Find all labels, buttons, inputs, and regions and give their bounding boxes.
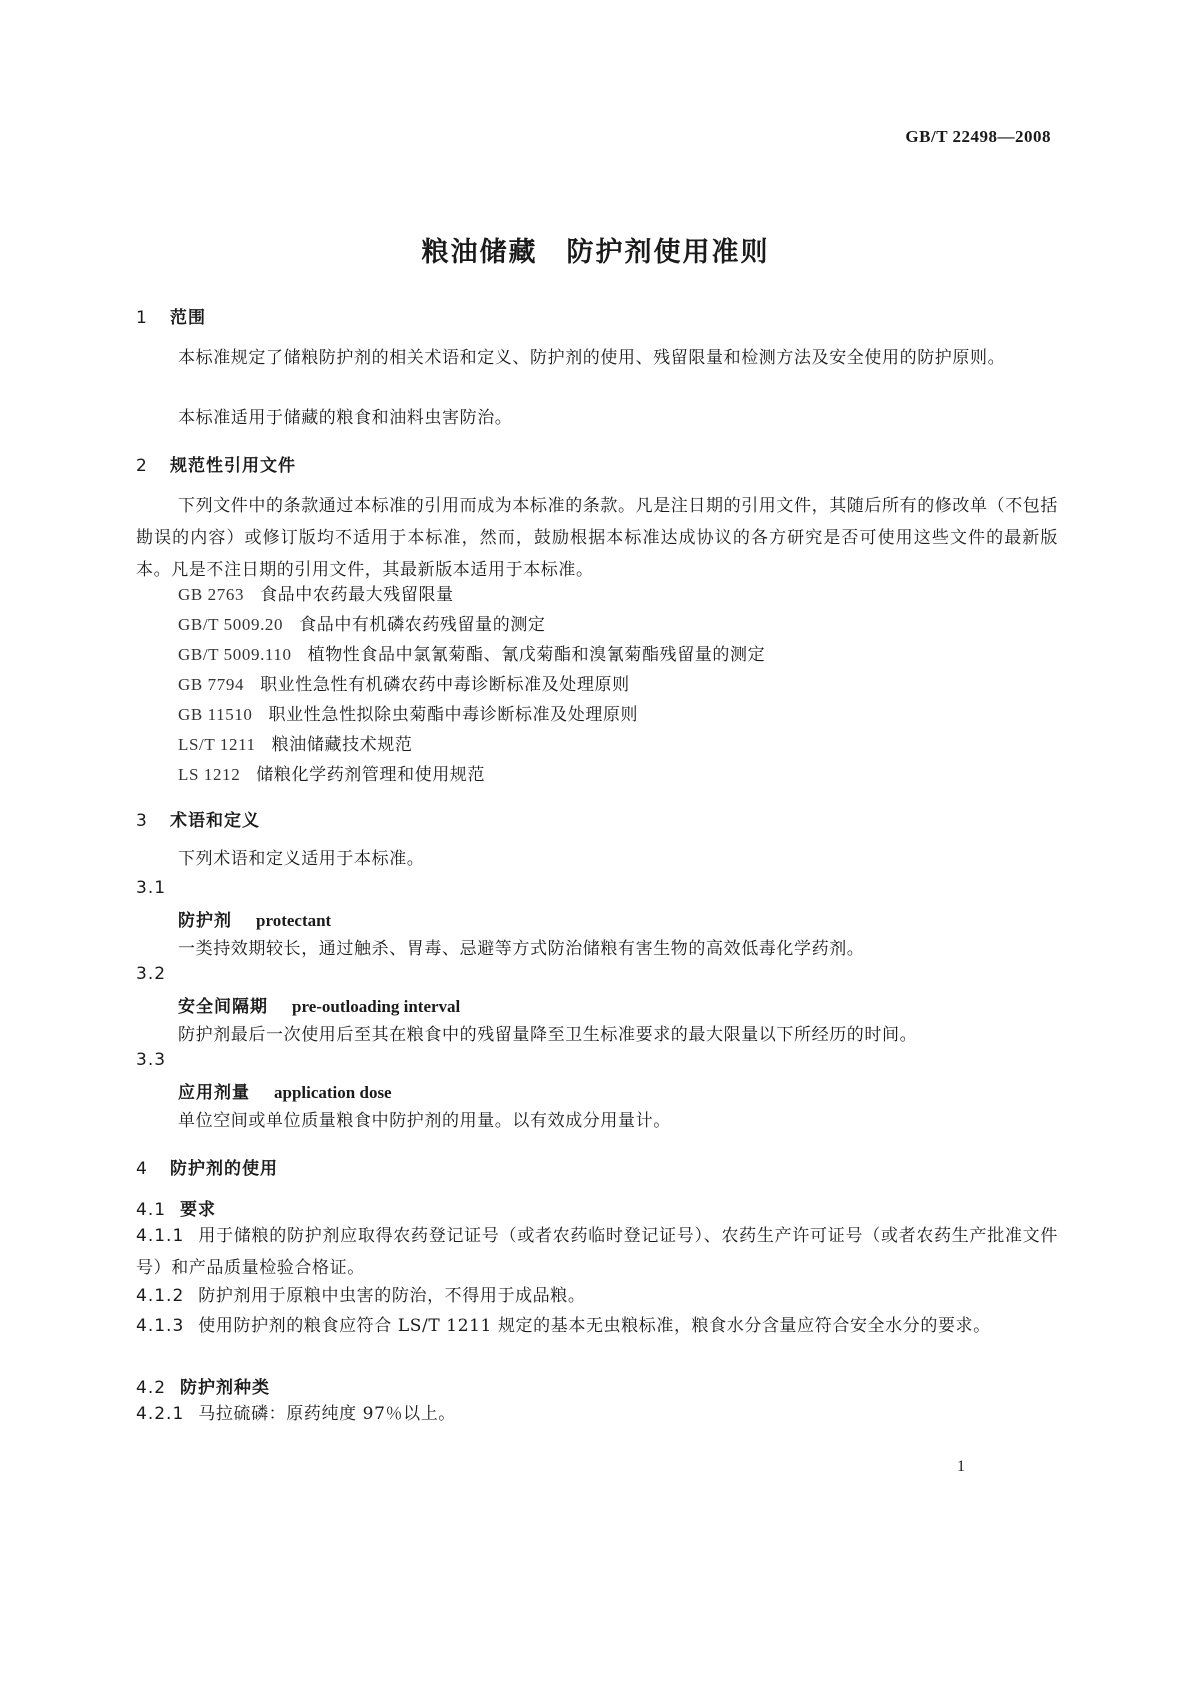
term-chinese: 防护剂: [178, 911, 232, 931]
clause-text: 使用防护剂的粮食应符合 LS/T 1211 规定的基本无虫粮标准，粮食水分含量应符合安全水分的要求。: [198, 1316, 991, 1336]
clause-number: 4.2.1: [136, 1404, 185, 1424]
term-heading: [178, 992, 460, 1017]
section-2-paragraph: 下列文件中的条款通过本标准的引用而成为本标准的条款。凡是注日期的引用文件，其随后所有的修改单（不包括勘误的内容）或修订版均不适用于本标准，然而，鼓励根据本标准达成协议的各方研究是否可使用这些文件的最新版本。凡是不注日期的引用文件，其最新版本适用于本标准。: [136, 496, 1058, 580]
reference-title: 植物性食品中氯氰菊酯、氰戊菊酯和溴氰菊酯残留量的测定: [307, 645, 766, 665]
term-chinese: 应用剂量: [178, 1083, 250, 1103]
reference-code: GB 2763: [178, 585, 245, 604]
reference-item: [178, 640, 765, 665]
document-title: 粮油储藏 防护剂使用准则: [421, 237, 770, 268]
reference-title: 食品中农药最大残留限量: [260, 585, 454, 605]
page-number: 1: [957, 1458, 965, 1475]
term-chinese: 安全间隔期: [178, 997, 268, 1017]
clause-4-1-2: [136, 1280, 1058, 1312]
clause-text: 防护剂用于原粮中虫害的防治，不得用于成品粮。: [198, 1286, 586, 1306]
term-english: pre-outloading interval: [292, 997, 461, 1016]
subsection-4-2-heading: [136, 1373, 270, 1398]
clause-number: 4.1.3: [136, 1316, 185, 1336]
term-number: 3.2: [136, 964, 167, 984]
section-4-number: 4: [136, 1159, 148, 1179]
section-3-number: 3: [136, 811, 148, 831]
term-english: application dose: [274, 1083, 392, 1102]
clause-text: 用于储粮的防护剂应取得农药登记证号（或者农药临时登记证号）、农药生产许可证号（或者农药生产批准文件号）和产品质量检验合格证。: [136, 1226, 1058, 1278]
reference-code: LS/T 1211: [178, 735, 256, 754]
section-1-heading: [136, 303, 206, 328]
reference-code: LS 1212: [178, 765, 241, 784]
clause-4-1-1: [136, 1220, 1058, 1284]
section-3-intro: 下列术语和定义适用于本标准。: [178, 849, 425, 869]
term-english: protectant: [256, 911, 332, 930]
section-1-paragraph-1: 本标准规定了储粮防护剂的相关术语和定义、防护剂的使用、残留限量和检测方法及安全使用的防护原则。: [178, 348, 1006, 368]
subsection-title: 防护剂种类: [180, 1378, 270, 1398]
term-definition: 一类持效期较长，通过触杀、胃毒、忌避等方式防治储粮有害生物的高效低毒化学药剂。: [178, 939, 865, 959]
subsection-number: 4.1: [136, 1200, 167, 1220]
clause-number: 4.1.2: [136, 1286, 185, 1306]
reference-title: 食品中有机磷农药残留量的测定: [299, 615, 546, 635]
clause-text: 马拉硫磷：原药纯度 97％以上。: [198, 1404, 456, 1424]
section-3-title: 术语和定义: [170, 811, 260, 831]
term-number: 3.3: [136, 1050, 167, 1070]
reference-title: 职业性急性有机磷农药中毒诊断标准及处理原则: [260, 675, 630, 695]
reference-title: 职业性急性拟除虫菊酯中毒诊断标准及处理原则: [268, 705, 639, 725]
reference-item: [178, 670, 630, 695]
subsection-title: 要求: [180, 1200, 216, 1220]
section-1-number: 1: [136, 308, 148, 328]
subsection-number: 4.2: [136, 1378, 167, 1398]
reference-title: 粮油储藏技术规范: [271, 735, 413, 755]
reference-code: GB 7794: [178, 675, 245, 694]
reference-item: [178, 610, 546, 635]
section-1-paragraph-2: 本标准适用于储藏的粮食和油料虫害防治。: [178, 408, 513, 428]
section-2-heading: [136, 451, 296, 476]
section-4-title: 防护剂的使用: [170, 1159, 278, 1179]
clause-4-1-3: [136, 1310, 1058, 1342]
subsection-4-1-heading: [136, 1195, 216, 1220]
reference-item: [178, 580, 454, 605]
section-2-number: 2: [136, 456, 148, 476]
clause-number: 4.1.1: [136, 1226, 185, 1246]
section-3-heading: [136, 806, 260, 831]
reference-code: GB/T 5009.110: [178, 645, 292, 664]
section-4-heading: [136, 1154, 278, 1179]
reference-code: GB 11510: [178, 705, 253, 724]
reference-title: 储粮化学药剂管理和使用规范: [256, 765, 486, 785]
reference-item: [178, 730, 412, 755]
reference-item: [178, 760, 485, 785]
term-number: 3.1: [136, 878, 167, 898]
reference-code: GB/T 5009.20: [178, 615, 284, 634]
section-1-title: 范围: [170, 308, 206, 328]
term-definition: 单位空间或单位质量粮食中防护剂的用量。以有效成分用量计。: [178, 1111, 671, 1131]
term-heading: [178, 1078, 392, 1103]
section-2-title: 规范性引用文件: [170, 456, 296, 476]
term-definition: 防护剂最后一次使用后至其在粮食中的残留量降至卫生标准要求的最大限量以下所经历的时间。: [178, 1025, 918, 1045]
term-heading: [178, 906, 331, 931]
standard-number: GB/T 22498—2008: [905, 127, 1051, 146]
clause-4-2-1: [136, 1398, 1058, 1430]
reference-item: [178, 700, 638, 725]
